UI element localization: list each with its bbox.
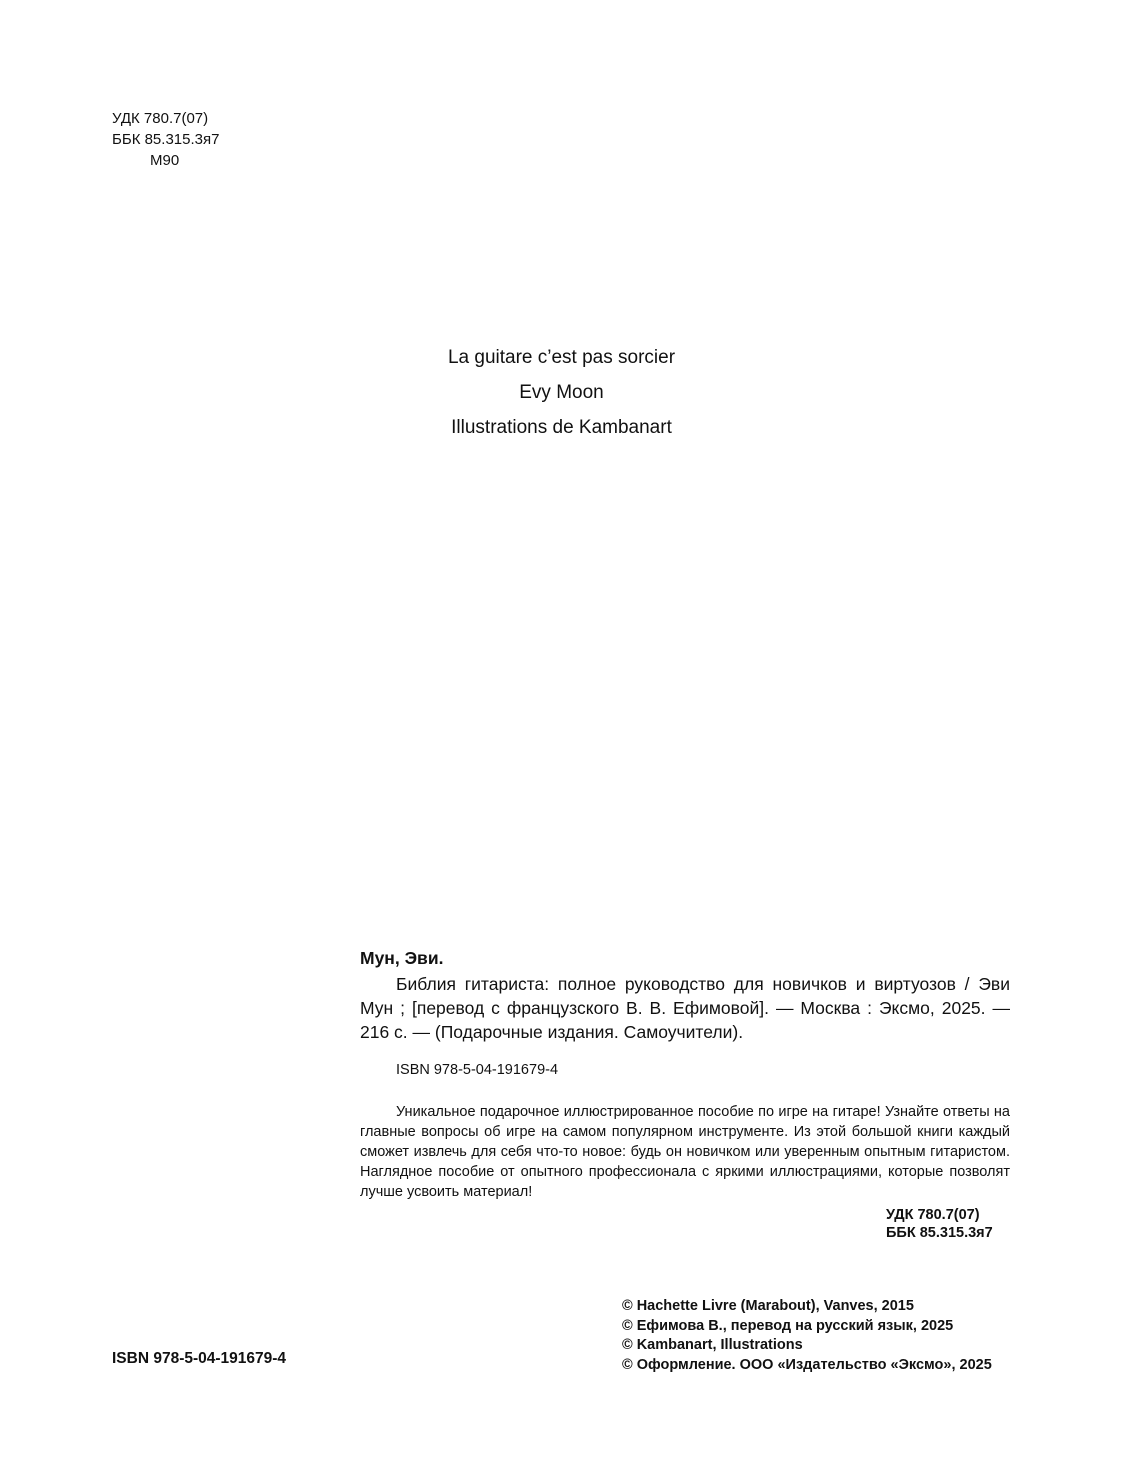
bibliographic-record bbox=[360, 946, 1010, 1242]
record-author: Мун, Эви. bbox=[360, 948, 444, 968]
isbn-footer: ISBN 978-5-04-191679-4 bbox=[112, 1350, 287, 1367]
record-udk: УДК 780.7(07) bbox=[886, 1207, 980, 1223]
copyright-block bbox=[622, 1297, 992, 1375]
bbk-code: ББК 85.315.3я7 bbox=[112, 131, 220, 148]
copyright-line: © Hachette Livre (Marabout), Vanves, 2015 bbox=[622, 1298, 914, 1314]
copyright-line: © Ефимова В., перевод на русский язык, 2025 bbox=[622, 1317, 954, 1334]
classification-block bbox=[112, 108, 219, 171]
original-illustrator: Illustrations de Kambanart bbox=[451, 417, 672, 438]
original-edition-block bbox=[0, 340, 1123, 445]
record-bbk: ББК 85.315.3я7 bbox=[886, 1225, 993, 1241]
record-isbn: ISBN 978-5-04-191679-4 bbox=[396, 1062, 559, 1078]
record-annotation: Уникальное подарочное иллюстрированное пособие по игре на гитаре! Узнайте ответы на главные вопросы об игре на самом популярном инструменте. Из этой большой книги каждый сможет извлечь для себя что-то новое: будь он новичком или уверенным опытным гитаристом. Наглядное пособие от опытного профессионала с яркими иллюстрациями, которые позволят лучше усвоить материал! bbox=[360, 1104, 1010, 1200]
copyright-line: © Оформление. ООО «Издательство «Эксмо», 2025 bbox=[622, 1356, 992, 1373]
record-description: Библия гитариста: полное руководство для новичков и виртуозов / Эви Мун ; [перевод с французского В. В. Ефимовой]. — Москва : Эксмо, 2025. — 216 с. — (Подарочные издания. Самоучители). bbox=[360, 974, 1010, 1042]
copyright-line: © Kambanart, Illustrations bbox=[622, 1337, 803, 1353]
original-author: Evy Moon bbox=[519, 382, 604, 403]
original-title: La guitare c’est pas sorcier bbox=[447, 347, 676, 368]
udk-code: УДК 780.7(07) bbox=[112, 110, 209, 127]
author-mark: М90 bbox=[150, 152, 180, 169]
